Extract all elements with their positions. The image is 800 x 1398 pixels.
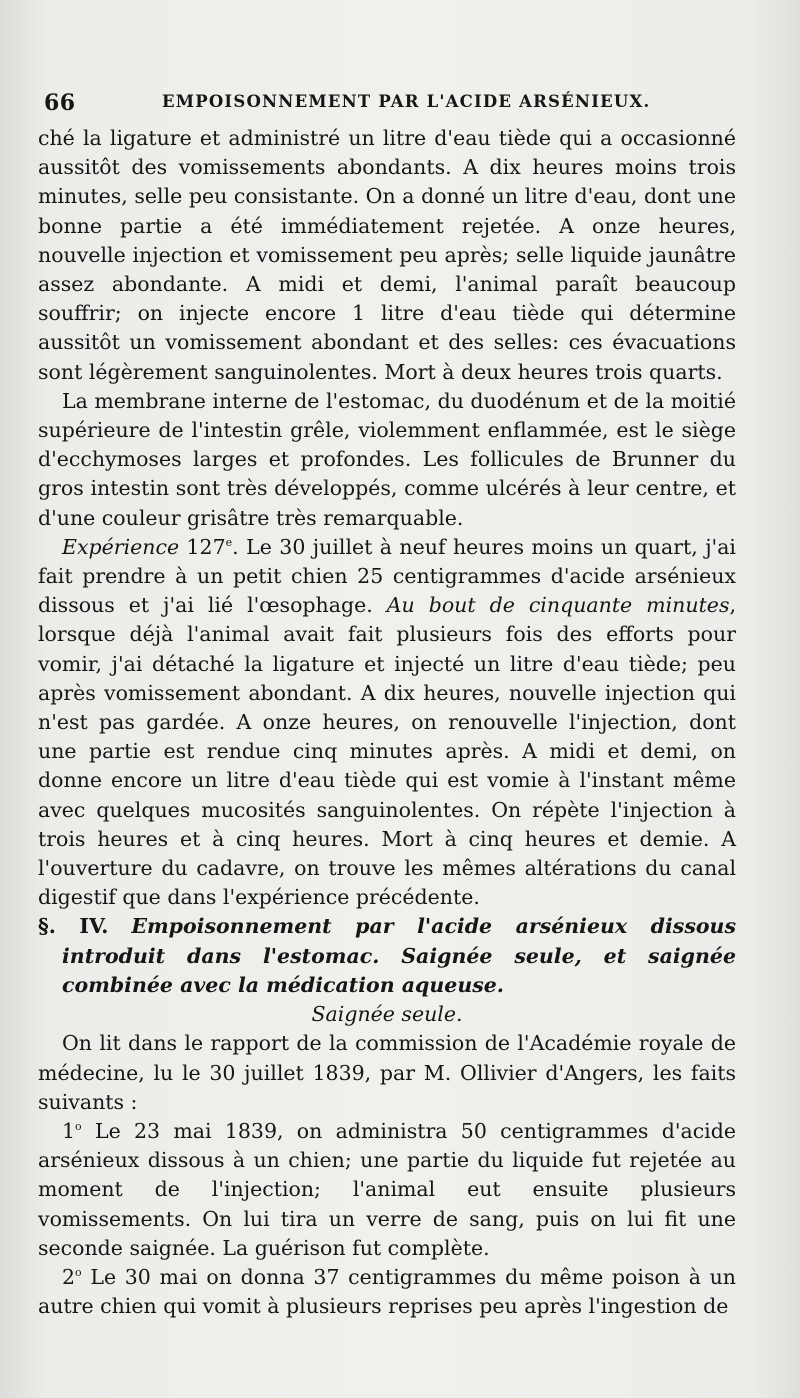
experience-italic-phrase: Au bout de cinquante minutes xyxy=(386,593,730,618)
experience-number: 127 xyxy=(186,534,226,559)
running-title: EMPOISONNEMENT PAR L'ACIDE ARSÉNIEUX. xyxy=(162,92,651,111)
list-item-2 xyxy=(38,1263,736,1321)
body-text xyxy=(38,124,736,1364)
paragraph-experience-127 xyxy=(38,533,736,913)
list-item-1 xyxy=(38,1117,736,1263)
list-item-1-suffix: o xyxy=(75,1120,82,1134)
list-item-2-text: Le 30 mai on donna 37 centigrammes du même poison à un autre chien qui vomit à plusieurs reprises peu après l'ingestion de xyxy=(38,1264,736,1319)
section-title: Empoisonnement par l'acide arsénieux dissous introduit dans l'estomac. Saignée seule, et saignée combinée avec la médication aqueuse. xyxy=(62,914,736,997)
page-number: 66 xyxy=(44,90,76,116)
list-item-1-text: Le 23 mai 1839, on administra 50 centigrammes d'acide arsénieux dissous à un chien; une partie du liquide fut rejetée au moment de l'injection; l'animal eut ensuite plusieurs vomissements. On lui tira un verre de sang, puis on lui fit une seconde saignée. La guérison fut complète. xyxy=(38,1118,736,1260)
subheading: Saignée seule. xyxy=(311,1002,463,1027)
list-item-2-number: 2 xyxy=(62,1264,76,1289)
experience-label: Expérience xyxy=(62,534,180,559)
experience-text-a: . Le 30 juillet à neuf heures moins un quart, j'ai fait prendre à un petit chien 25 centigrammes d'acide arsénieux dissous et j'ai lié l'œsophage. xyxy=(38,534,736,618)
experience-text-b: , lorsque déjà l'animal avait fait plusieurs fois des efforts pour vomir, j'ai détaché la ligature et injecté un litre d'eau tiède; peu après vomissement abondant. A dix heures, nouvelle injection qui n'est pas gardée. A onze heures, on renouvelle l'injection, dont une partie est rendue cinq minutes après. A midi et demi, on donne encore un litre d'eau tiède qui est vomie à l'instant même avec quelques mucosités sanguinolentes. On répète l'injection à trois heures et à cinq heures. Mort à cinq heures et demie. A l'ouverture du cadavre, on trouve les mêmes altérations du canal digestif que dans l'expérience précédente. xyxy=(38,593,736,910)
paragraph-report: On lit dans le rapport de la commission de l'Académie royale de médecine, lu le 30 juillet 1839, par M. Ollivier d'Angers, les faits suivants : xyxy=(38,1031,736,1114)
page-header xyxy=(40,90,760,120)
section-label: §. IV. xyxy=(38,914,109,939)
paragraph-continuation: ché la ligature et administré un litre d'eau tiède qui a occasionné aussitôt des vomissements abondants. A dix heures moins trois minutes, selle peu consistante. On a donné un litre d'eau, dont une bonne partie a été immédiatement rejetée. A onze heures, nouvelle injection et vomissement peu après; selle liquide jaunâtre assez abondante. A midi et demi, l'animal paraît beaucoup souffrir; on injecte encore 1 litre d'eau tiède qui détermine aussitôt un vomissement abondant et des selles: ces évacuations sont légèrement sanguinolentes. Mort à deux heures trois quarts. xyxy=(38,126,736,384)
experience-number-suffix: e xyxy=(225,536,233,550)
section-heading xyxy=(38,912,736,1000)
paragraph-autopsy: La membrane interne de l'estomac, du duodénum et de la moitié supérieure de l'intestin grêle, violemment enflammée, est le siège d'ecchymoses larges et profondes. Les follicules de Brunner du gros intestin sont très développés, comme ulcérés à leur centre, et d'une couleur grisâtre très remarquable. xyxy=(38,388,736,530)
list-item-2-suffix: o xyxy=(75,1266,82,1280)
list-item-1-number: 1 xyxy=(62,1118,76,1143)
